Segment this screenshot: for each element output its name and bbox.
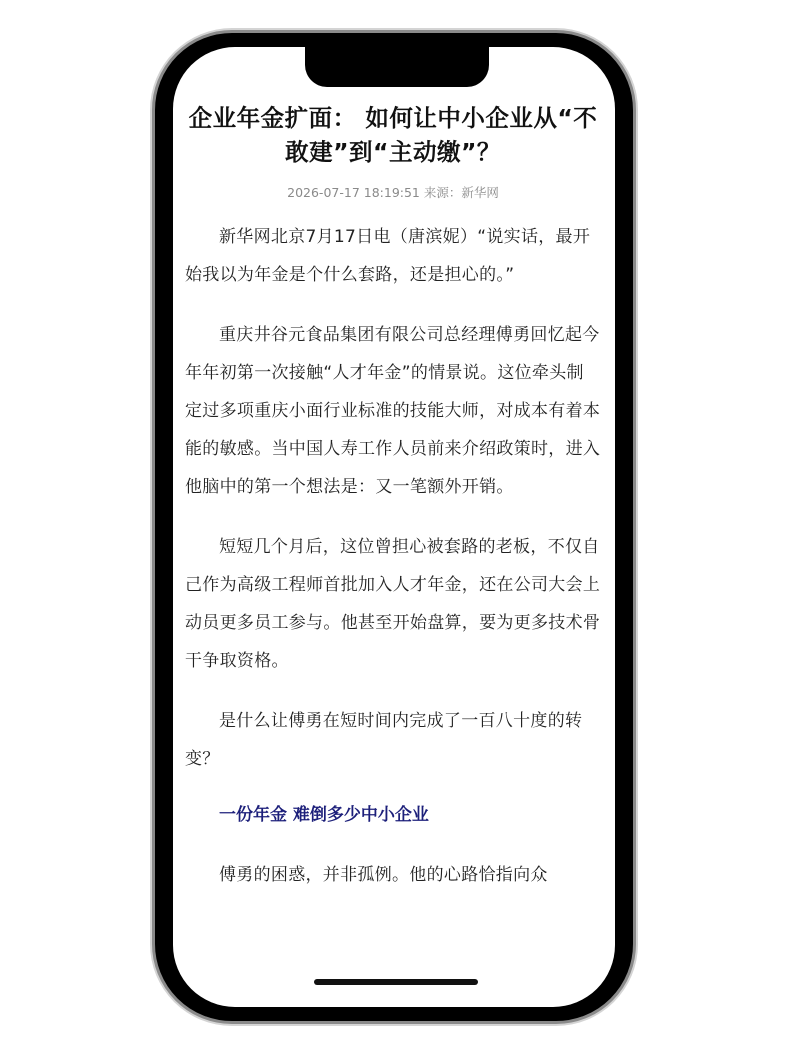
paragraph-1: 新华网北京7月17日电（唐滨妮）“说实话，最开始我以为年金是个什么套路，还是担心的。” <box>185 227 591 285</box>
home-indicator[interactable] <box>314 979 478 985</box>
paragraph-4: 是什么让傅勇在短时间内完成了一百八十度的转变？ <box>185 711 583 769</box>
phone-frame <box>152 30 636 1024</box>
section-heading: 一份年金 难倒多少中小企业 <box>219 805 429 825</box>
paragraph-3: 短短几个月后，这位曾担心被套路的老板，不仅自己作为高级工程师首批加入人才年金，还在公司大会上动员更多员工参与。他甚至开始盘算，要为更多技术骨干争取资格。 <box>185 537 601 671</box>
article-title: 企业年金扩面： 如何让中小企业从“不敢建”到“主动缴”？ <box>188 104 598 166</box>
paragraph-2: 重庆井谷元食品集团有限公司总经理傅勇回忆起今年年初第一次接触“人才年金”的情景说。这位牵头制定过多项重庆小面行业标准的技能大师，对成本有着本能的敏感。当中国人寿工作人员前来介绍政策时，进入他脑中的第一个想法是：又一笔额外开销。 <box>185 325 601 497</box>
article-content[interactable] <box>185 101 601 935</box>
article-meta: 2026-07-17 18:19:51 来源：新华网 <box>287 185 499 200</box>
phone-screen <box>173 47 615 1007</box>
paragraph-5: 傅勇的困惑，并非孤例。他的心路恰指向众 <box>219 865 548 885</box>
notch <box>305 47 489 87</box>
